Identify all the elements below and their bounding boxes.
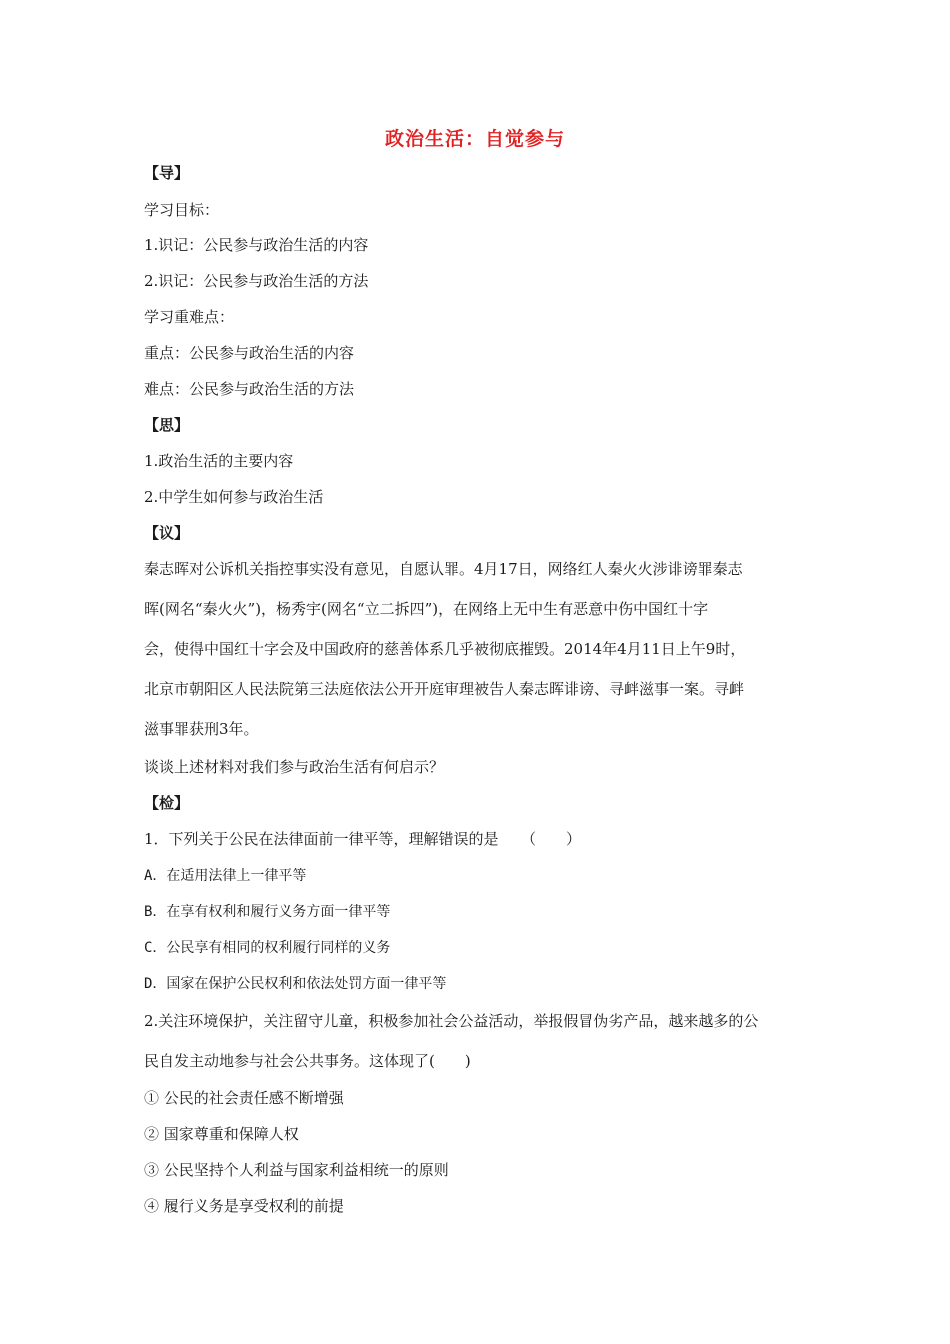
learning-goal-1: 1.识记：公民参与政治生活的内容 [144,236,369,254]
question-1-option-a: A．在适用法律上一律平等 [144,868,307,884]
question-1-option-d: D．国家在保护公民权利和依法处罚方面一律平等 [144,976,447,992]
key-point: 重点：公民参与政治生活的内容 [144,344,355,362]
material-line-3: 会，使得中国红十字会及中国政府的慈善体系几乎被彻底摧毁。2014年4月11日上午9时， [144,640,746,658]
question-2-stem-line-1: 2.关注环境保护，关注留守儿童，积极参加社会公益活动，举报假冒伪劣产品，越来越多的公 [144,1012,759,1030]
think-item-1: 1.政治生活的主要内容 [144,452,294,470]
material-line-1: 秦志晖对公诉机关指控事实没有意见，自愿认罪。4月17日，网络红人秦火火涉诽谤罪秦志 [144,560,743,578]
material-line-2: 晖(网名“秦火火”)，杨秀宇(网名“立二拆四”)，在网络上无中生有恶意中伤中国红十字 [144,600,709,618]
question-1-stem: 1．下列关于公民在法律面前一律平等，理解错误的是 （ ） [144,830,582,848]
discussion-question: 谈谈上述材料对我们参与政治生活有何启示？ [144,758,445,776]
section-heading-yi: 【议】 [144,524,190,542]
question-2-option-2: ② 国家尊重和保障人权 [144,1125,299,1143]
material-line-4: 北京市朝阳区人民法院第三法庭依法公开开庭审理被告人秦志晖诽谤、寻衅滋事一案。寻衅 [144,680,745,698]
difficult-point: 难点：公民参与政治生活的方法 [144,380,355,398]
document-title: 政治生活：自觉参与 [384,128,565,150]
section-heading-si: 【思】 [144,416,190,434]
material-line-5: 滋事罪获刑3年。 [144,720,259,738]
section-heading-jian: 【检】 [144,794,190,812]
learning-goals-label: 学习目标： [144,201,220,219]
question-1-option-b: B．在享有权利和履行义务方面一律平等 [144,904,391,920]
question-2-stem-line-2: 民自发主动地参与社会公共事务。这体现了( ) [144,1052,471,1070]
section-heading-dao: 【导】 [144,164,190,182]
learning-goal-2: 2.识记：公民参与政治生活的方法 [144,272,369,290]
question-2-option-3: ③ 公民坚持个人利益与国家利益相统一的原则 [144,1161,449,1179]
question-1-option-c: C．公民享有相同的权利履行同样的义务 [144,940,391,956]
key-points-label: 学习重难点： [144,308,235,326]
question-2-option-4: ④ 履行义务是享受权利的前提 [144,1197,344,1215]
question-2-option-1: ① 公民的社会责任感不断增强 [144,1089,344,1107]
think-item-2: 2.中学生如何参与政治生活 [144,488,324,506]
